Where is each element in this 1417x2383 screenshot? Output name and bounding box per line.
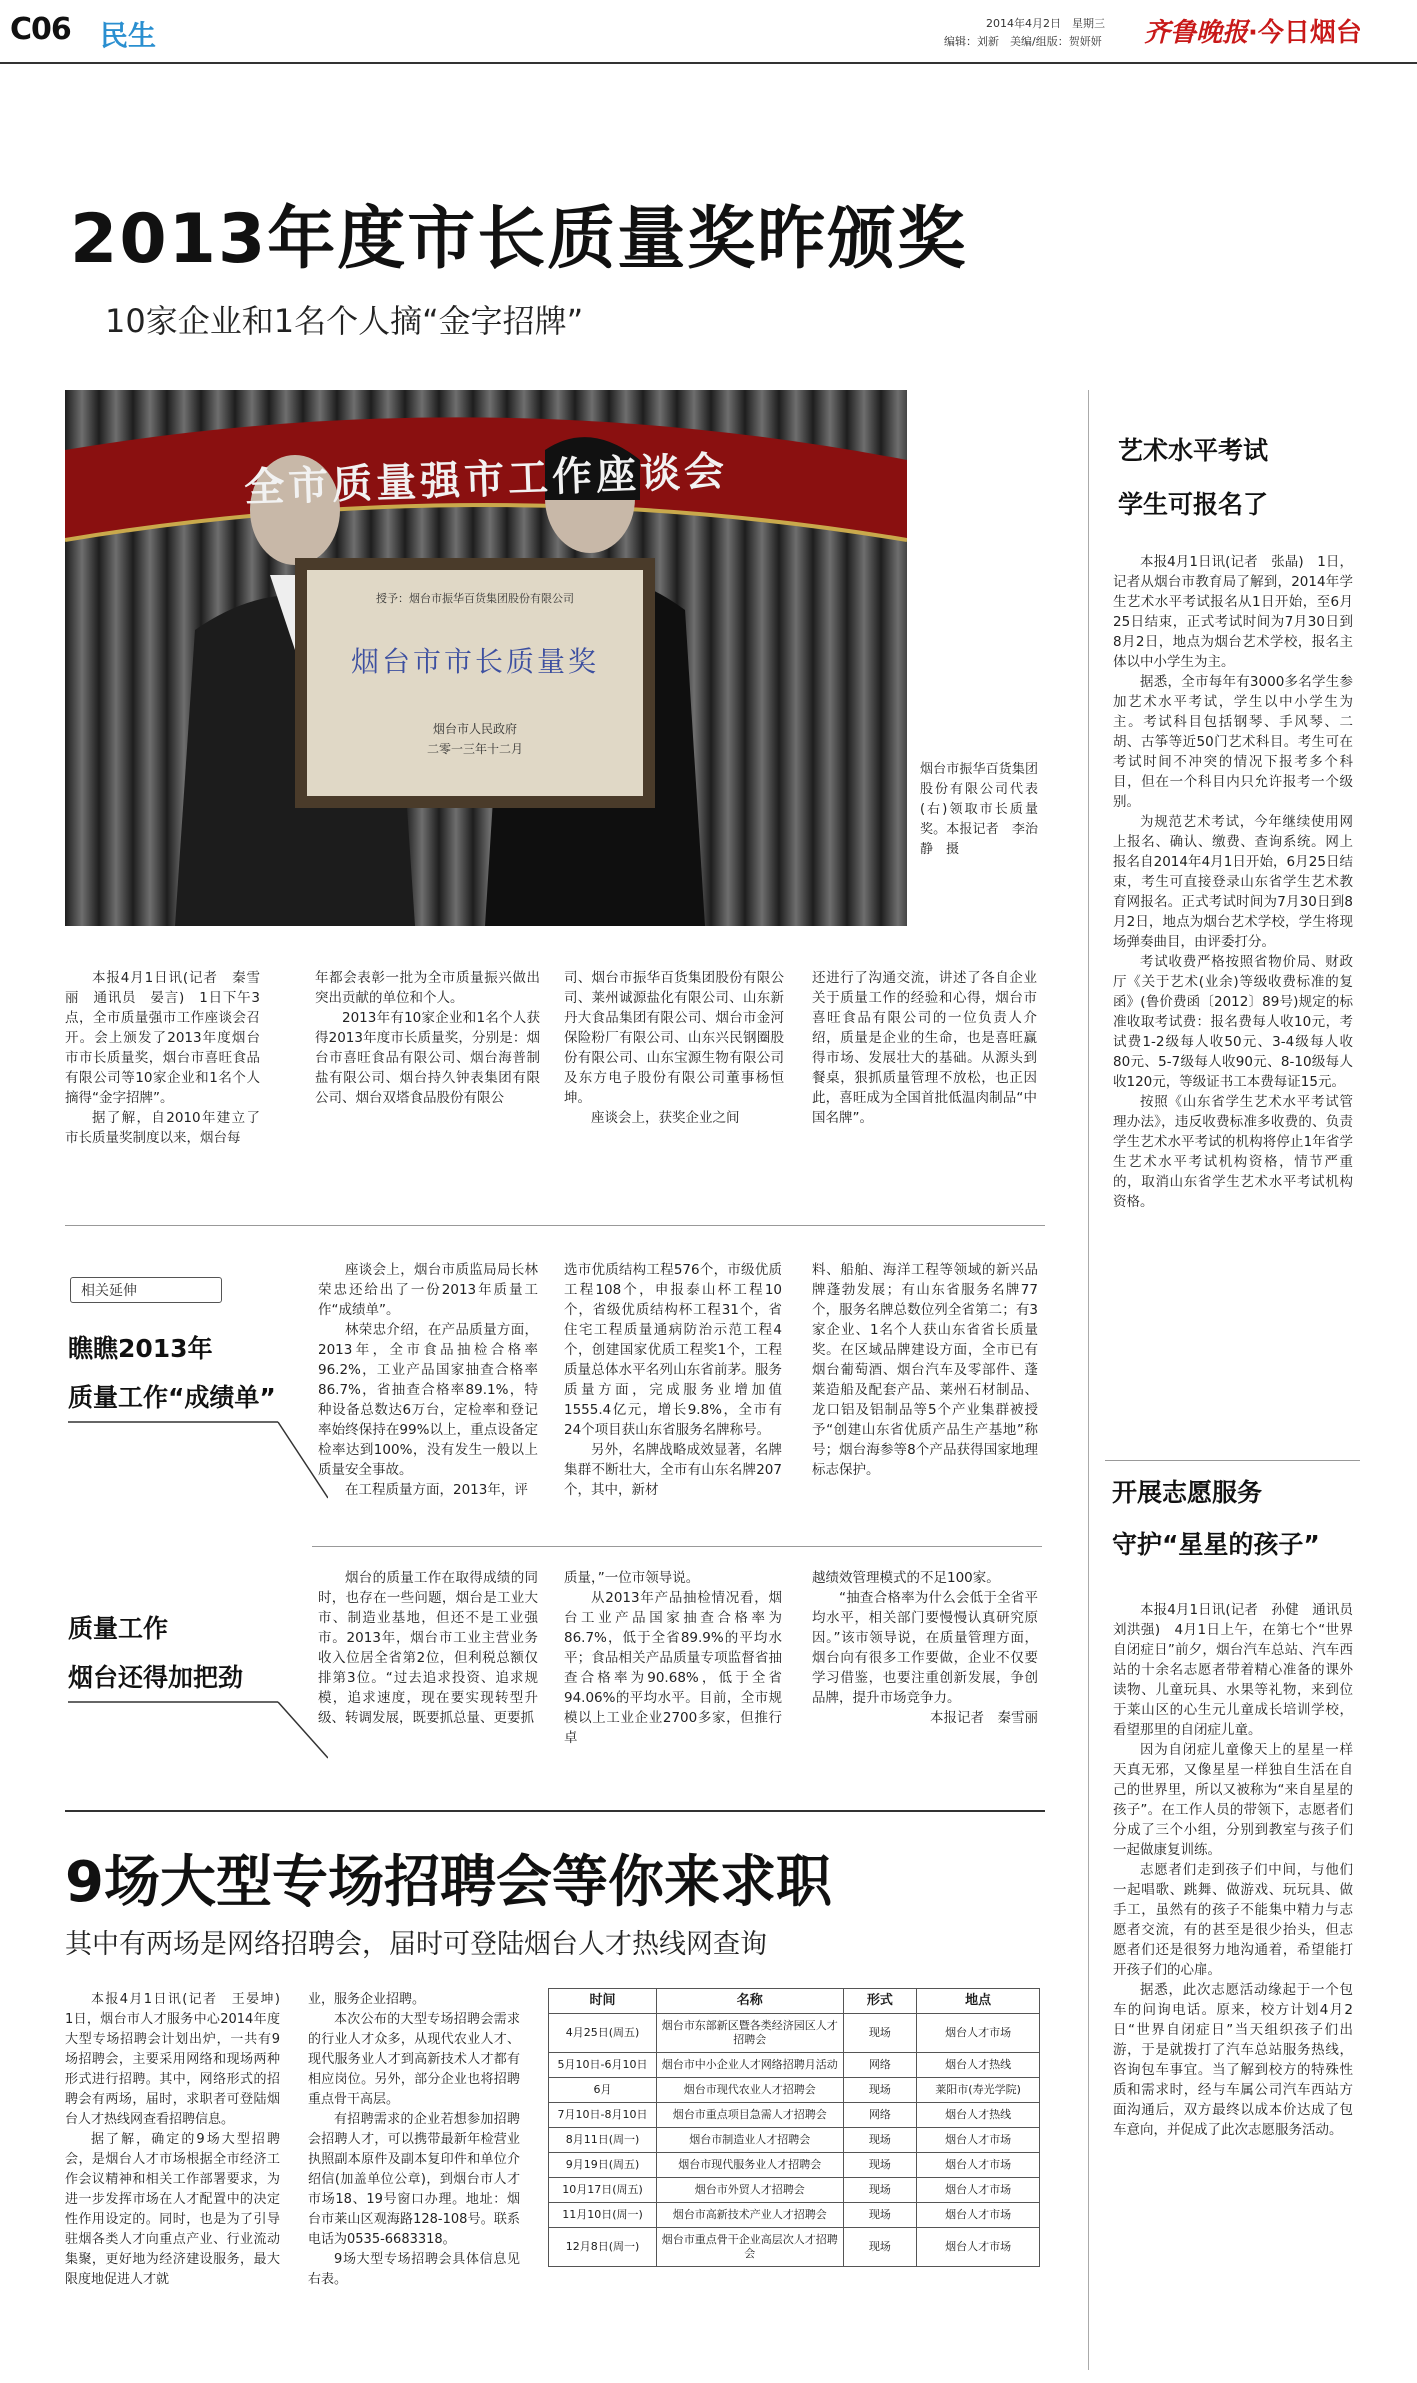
- photo-caption: 烟台市振华百货集团股份有限公司代表(右)领取市长质量奖。本报记者 李治静 摄: [920, 762, 1038, 857]
- schedule-place: 烟台人才热线: [917, 2103, 1040, 2128]
- schedule-place: 烟台人才市场: [917, 2228, 1040, 2267]
- volunteer-body: [1113, 1600, 1367, 2140]
- volunteer-title-1: 开展志愿服务: [1112, 1478, 1263, 1507]
- quality-col-3-p2: “抽查合格率为什么会低于全省平均水平，相关部门要慢慢认真研究原因。”该市领导说，在质量管理方面，烟台向有很多工作要做，企业不仅要学习借鉴，也要注重创新发展，争创品牌，提升市场竞争力。: [812, 1590, 1038, 1706]
- schedule-place: 烟台人才市场: [917, 2203, 1040, 2228]
- art-exam-title-1: 艺术水平考试: [1118, 436, 1269, 465]
- main-col-1-p1: 本报4月1日讯(记者 秦雪丽 通讯员 晏言) 1日下午3点，全市质量强市工作座谈会召开。会上颁发了2013年度烟台市市长质量奖，烟台市喜旺食品有限公司等10家企业和1名个人摘得“金字招牌”。: [65, 970, 260, 1106]
- schedule-form: 现场: [843, 2128, 917, 2153]
- job-fair-divider: [65, 1810, 1045, 1812]
- schedule-time: 12月8日(周一): [549, 2228, 657, 2267]
- page-code: C06: [10, 12, 71, 47]
- art-exam-p3: 为规范艺术考试，今年继续使用网上报名、确认、缴费、查询系统。网上报名自2014年4月1日开始，6月25日结束，考生可直接登录山东省学生艺术教育网报名。正式考试时间为7月30日到8月2日，地点为烟台艺术学校，学生将现场弹奏曲目，由评委打分。: [1113, 814, 1353, 950]
- paper-name: 齐鲁晚报: [1144, 18, 1249, 48]
- schedule-name: 烟台市东部新区暨各类经济园区人才招聘会: [657, 2014, 844, 2053]
- editor-credits: 编辑：刘新 美编/组版：贺妍妍: [944, 35, 1102, 48]
- quality-title-1: 质量工作: [68, 1614, 169, 1643]
- job-fair-col-1-p2: 据了解，确定的9场大型招聘会，是烟台人才市场根据全市经济工作会议精神和相关工作部署要求，为进一步发挥市场在人才配置中的决定性作用设定的。同时，也是为了引导驻烟各类人才向重点产业、行业流动集聚，更好地为经济建设服务，最大限度地促进人才就: [65, 2132, 280, 2287]
- volunteer-p4: 据悉，此次志愿活动缘起于一个包车的问询电话。原来，校方计划4月2日“世界自闭症日”当天组织孩子们出游，于是就拨打了汽车总站服务热线，咨询包车事宜。当了解到校方的特殊性质和需求时，经与车属公司汽车西站方面沟通后，双方最终以成本价达成了包车意向，并促成了此次志愿服务活动。: [1113, 1982, 1353, 2138]
- schedule-name: 烟台市制造业人才招聘会: [657, 2128, 844, 2153]
- schedule-form: 现场: [843, 2014, 917, 2053]
- art-exam-p5: 按照《山东省学生艺术水平考试管理办法》，违反收费标准多收费的、负责学生艺术水平考试的机构将停止1年省学生艺术水平考试机构资格，情节严重的，取消山东省学生艺术水平考试机构资格。: [1113, 1094, 1353, 1210]
- schedule-form: 现场: [843, 2203, 917, 2228]
- quality-title-2: 烟台还得加把劲: [68, 1663, 244, 1692]
- related-col-3: [812, 1260, 1038, 1480]
- related-tag: [70, 1277, 222, 1303]
- schedule-row: [549, 2203, 1040, 2228]
- sidebar-divider: [1088, 390, 1089, 2370]
- schedule-time: 10月17日(周五): [549, 2178, 657, 2203]
- schedule-form: 现场: [843, 2078, 917, 2103]
- art-exam-p2: 据悉，全市每年有3000多名学生参加艺术水平考试，学生以中小学生为主。考试科目包括钢琴、手风琴、二胡、古筝等近50门艺术科目。考生可在考试时间不冲突的情况下报考多个科目，但在一个科目内只允许报考一个级别。: [1113, 674, 1353, 810]
- related-col-2-p1: 选市优质结构工程576个，市级优质工程108个，申报泰山杯工程10个，省级优质结构杯工程31个，省住宅工程质量通病防治示范工程4个，创建国家优质工程奖1个，工程质量总体水平名列山东省前茅。服务质量方面，完成服务业增加值1555.4亿元，增长9.8%，全市有24个项目获山东省服务名牌称号。: [564, 1262, 782, 1438]
- schedule-header-form: 形式: [843, 1989, 917, 2014]
- issue-date: 2014年4月2日 星期三: [986, 17, 1105, 30]
- quality-col-3-byline: 本报记者 秦雪丽: [930, 1710, 1038, 1726]
- quality-col-2-p1: 质量，”一位市领导说。: [564, 1570, 700, 1586]
- schedule-form: 网络: [843, 2103, 917, 2128]
- main-col-4: [812, 968, 1037, 1128]
- related-col-1-p1: 座谈会上，烟台市质监局局长林荣忠还给出了一份2013年质量工作“成绩单”。: [318, 1262, 538, 1318]
- job-fair-col-2-p2: 本次公布的大型专场招聘会需求的行业人才众多，从现代农业人才、现代服务业人才到高新技术人才都有相应岗位。另外，部分企业也将招聘重点骨干高层。: [308, 2012, 520, 2107]
- schedule-header-place: 地点: [917, 1989, 1040, 2014]
- quality-divider: [312, 1546, 1042, 1547]
- plaque-recipient: 授予：烟台市振华百货集团股份有限公司: [376, 592, 574, 605]
- job-fair-headline: 9场大型专场招聘会等你来求职: [65, 1850, 832, 1915]
- related-col-2: [564, 1260, 782, 1500]
- header-rule: [0, 62, 1417, 64]
- quality-col-3-p1: 越绩效管理模式的不足100家。: [812, 1570, 1000, 1586]
- schedule-name: 烟台市中小企业人才网络招聘月活动: [657, 2053, 844, 2078]
- job-fair-schedule: [548, 1988, 1040, 2267]
- volunteer-title-2: 守护“星星的孩子”: [1112, 1530, 1320, 1559]
- schedule-place: 烟台人才市场: [917, 2014, 1040, 2053]
- job-fair-col-2: [308, 1990, 520, 2290]
- art-exam-p1: 本报4月1日讯(记者 张晶) 1日，记者从烟台市教育局了解到，2014年学生艺术水平考试报名从1日开始，至6月25日结束，正式考试时间为7月30日到8月2日，地点为烟台艺术学校，报名主体以中小学生为主。: [1113, 554, 1353, 670]
- quality-col-1-p1: 烟台的质量工作在取得成绩的同时，也存在一些问题，烟台是工业大市、制造业基地，但还不是工业强市。2013年，烟台市工业主营业务收入位居全省第2位，但利税总额仅排第3位。“过去追求投资、追求规模，追求速度，现在要实现转型升级、转调发展，既要抓总量、更要抓: [318, 1570, 538, 1726]
- schedule-time: 11月10日(周一): [549, 2203, 657, 2228]
- job-fair-col-2-p3: 有招聘需求的企业若想参加招聘会招聘人才，可以携带最新年检营业执照副本原件及副本复印件和单位介绍信(加盖单位公章)，到烟台市人才市场18、19号窗口办理。地址：烟台市莱山区观海路128-108号。联系电话为0535-6683318。: [308, 2112, 520, 2247]
- schedule-place: 烟台人才市场: [917, 2153, 1040, 2178]
- related-col-2-p2: 另外，名牌战略成效显著，名牌集群不断壮大，全市有山东名牌207个，其中，新材: [564, 1442, 782, 1498]
- art-exam-title-2: 学生可报名了: [1118, 490, 1269, 519]
- related-col-1: [318, 1260, 538, 1500]
- schedule-name: 烟台市现代农业人才招聘会: [657, 2078, 844, 2103]
- schedule-header-row: [549, 1989, 1040, 2014]
- schedule-time: 9月19日(周五): [549, 2153, 657, 2178]
- main-subheadline: 10家企业和1名个人摘“金字招牌”: [105, 302, 584, 340]
- related-tag-label: 相关延伸: [81, 1283, 137, 1299]
- photo-banner-text: 全市质量强市工作座谈会: [243, 448, 729, 512]
- edition-name: ·今日烟台: [1248, 18, 1362, 48]
- sidebar-section-divider: [1105, 1460, 1360, 1461]
- schedule-name: 烟台市重点骨干企业高层次人才招聘会: [657, 2228, 844, 2267]
- section-name: 民生: [100, 19, 157, 52]
- plaque-issuer: 烟台市人民政府: [432, 722, 517, 736]
- quality-col-1: [318, 1568, 538, 1728]
- schedule-row: [549, 2128, 1040, 2153]
- paper-logo: [1144, 12, 1362, 49]
- volunteer-p2: 因为自闭症儿童像天上的星星一样天真无邪，又像星星一样独自生活在自己的世界里，所以又被称为“来自星星的孩子”。在工作人员的带领下，志愿者们分成了三个小组，分别到教室与孩子们一起做康复训练。: [1113, 1742, 1353, 1858]
- schedule-name: 烟台市现代服务业人才招聘会: [657, 2153, 844, 2178]
- schedule-time: 7月10日-8月10日: [549, 2103, 657, 2128]
- schedule-time: 4月25日(周五): [549, 2014, 657, 2053]
- main-col-3: [564, 968, 784, 1128]
- schedule-row: [549, 2103, 1040, 2128]
- main-col-4-p1: 还进行了沟通交流，讲述了各自企业关于质量工作的经验和心得，烟台市喜旺食品有限公司的一位负责人介绍，质量是企业的生命，也是喜旺赢得市场、发展壮大的基础。从源头到餐桌，狠抓质量管理不放松，也正因此，喜旺成为全国首批低温肉制品“中国名牌”。: [812, 970, 1037, 1126]
- schedule-place: 烟台人才市场: [917, 2128, 1040, 2153]
- schedule-place: 烟台人才热线: [917, 2053, 1040, 2078]
- schedule-table: [548, 1988, 1040, 2267]
- job-fair-subheadline: 其中有两场是网络招聘会，届时可登陆烟台人才热线网查询: [65, 1929, 767, 1960]
- main-col-1-p2: 据了解，自2010年建立了市长质量奖制度以来，烟台每: [65, 1110, 260, 1146]
- quality-col-2: [564, 1568, 782, 1748]
- volunteer-p3: 志愿者们走到孩子们中间，与他们一起唱歌、跳舞、做游戏、玩玩具、做手工，虽然有的孩子不能集中精力与志愿者交流，有的甚至是很少抬头，但志愿者们还是很努力地沟通着，希望能打开孩子们的心扉。: [1113, 1862, 1353, 1978]
- main-col-2-p1: 年都会表彰一批为全市质量振兴做出突出贡献的单位和个人。: [315, 970, 540, 1006]
- schedule-form: 现场: [843, 2153, 917, 2178]
- main-col-2: [315, 968, 540, 1108]
- schedule-name: 烟台市重点项目急需人才招聘会: [657, 2103, 844, 2128]
- schedule-row: [549, 2228, 1040, 2267]
- schedule-form: 现场: [843, 2178, 917, 2203]
- related-title-2: 质量工作“成绩单”: [68, 1383, 276, 1412]
- award-photo: [65, 390, 907, 926]
- schedule-header-time: 时间: [549, 1989, 657, 2014]
- main-col-3-p1: 司、烟台市振华百货集团股份有限公司、莱州诚源盐化有限公司、山东新丹大食品集团有限公司、烟台市金河保险粉厂有限公司、山东兴民钢圈股份有限公司、山东宝源生物有限公司及东方电子股份有限公司董事杨恒坤。: [564, 970, 784, 1106]
- related-col-3-p1: 料、船舶、海洋工程等领域的新兴品牌蓬勃发展；有山东省服务名牌77个，服务名牌总数位列全省第二；有3家企业、1名个人获山东省省长质量奖。在区域品牌建设方面，全市已有烟台葡萄酒、烟台汽车及零部件、蓬莱造船及配套产品、莱州石材制品、龙口铝及铝制品等5个产业集群被授予“创建山东省优质产品生产基地”称号；烟台海参等8个产品获得国家地理标志保护。: [812, 1262, 1038, 1478]
- schedule-place: 莱阳市(寿光学院): [917, 2078, 1040, 2103]
- schedule-time: 5月10日-6月10日: [549, 2053, 657, 2078]
- related-title-arrow: [68, 1420, 328, 1500]
- schedule-row: [549, 2014, 1040, 2053]
- schedule-name: 烟台市高新技术产业人才招聘会: [657, 2203, 844, 2228]
- plaque-date: 二零一三年十二月: [426, 742, 523, 756]
- job-fair-col-1-p1: 本报4月1日讯(记者 王晏坤) 1日，烟台市人才服务中心2014年度大型专场招聘会计划出炉，一共有9场招聘会，主要采用网络和现场两种形式进行招聘。其中，网络形式的招聘会有两场，届时，求职者可登陆烟台人才热线网查看招聘信息。: [65, 1992, 294, 2127]
- related-divider: [65, 1225, 1045, 1226]
- schedule-name: 烟台市外贸人才招聘会: [657, 2178, 844, 2203]
- art-exam-body: [1113, 552, 1353, 1212]
- schedule-row: [549, 2178, 1040, 2203]
- schedule-body: [549, 2014, 1040, 2267]
- schedule-form: 现场: [843, 2228, 917, 2267]
- main-col-3-p2: 座谈会上，获奖企业之间: [591, 1110, 740, 1126]
- plaque-title: 烟台市市长质量奖: [350, 645, 599, 678]
- job-fair-col-2-p4: 9场大型专场招聘会具体信息见右表。: [308, 2252, 520, 2287]
- art-exam-p4: 考试收费严格按照省物价局、财政厅《关于艺术(业余)等级收费标准的复函》(鲁价费函〔2012〕89号)规定的标准收取考试费：报名费每人收10元，考试费1-2级每人收50元、3-4级每人收80元、5-7级每人收90元、8-10级每人收120元，等级证书工本费每证15元。: [1113, 954, 1353, 1090]
- quality-title-arrow: [68, 1700, 328, 1760]
- schedule-header-name: 名称: [657, 1989, 844, 2014]
- schedule-form: 网络: [843, 2053, 917, 2078]
- related-col-1-p3: 在工程质量方面，2013年，评: [345, 1482, 528, 1498]
- main-col-2-p2: 2013年有10家企业和1名个人获得2013年度市长质量奖，分别是：烟台市喜旺食品有限公司、烟台海普制盐有限公司、烟台持久钟表集团有限公司、烟台双塔食品股份有限公: [315, 1010, 540, 1106]
- related-col-1-p2: 林荣忠介绍，在产品质量方面，2013年，全市食品抽检合格率96.2%，工业产品国家抽查合格率86.7%，省抽查合格率89.1%，特种设备总数达6万台，定检率和登记率始终保持在99%以上，重点设备定检率达到100%，没有发生一般以上质量安全事故。: [318, 1322, 538, 1478]
- main-headline: 2013年度市长质量奖昨颁奖: [70, 200, 968, 279]
- quality-col-2-p2: 从2013年产品抽检情况看，烟台工业产品国家抽查合格率为86.7%，低于全省89.9%的平均水平；食品相关产品质量专项监督省抽查合格率为90.68%，低于全省94.06%的平均水平。目前，全市规模以上工业企业2700多家，但推行卓: [564, 1590, 782, 1746]
- schedule-time: 6月: [549, 2078, 657, 2103]
- schedule-place: 烟台人才市场: [917, 2178, 1040, 2203]
- schedule-time: 8月11日(周一): [549, 2128, 657, 2153]
- schedule-row: [549, 2078, 1040, 2103]
- page-header: [0, 0, 1417, 60]
- job-fair-col-2-p1: 业，服务企业招聘。: [308, 1992, 426, 2007]
- volunteer-p1: 本报4月1日讯(记者 孙健 通讯员 刘洪强) 4月1日上午，在第七个“世界自闭症日”前夕，烟台汽车总站、汽车西站的十余名志愿者带着精心准备的课外读物、儿童玩具、水果等礼物，来到位于莱山区的心生元儿童成长培训学校，看望那里的自闭症儿童。: [1113, 1602, 1367, 1738]
- schedule-row: [549, 2053, 1040, 2078]
- schedule-row: [549, 2153, 1040, 2178]
- quality-col-3: [812, 1568, 1038, 1728]
- main-col-1: [65, 968, 260, 1148]
- job-fair-col-1: [65, 1990, 294, 2290]
- related-title-1: 瞧瞧2013年: [68, 1334, 213, 1363]
